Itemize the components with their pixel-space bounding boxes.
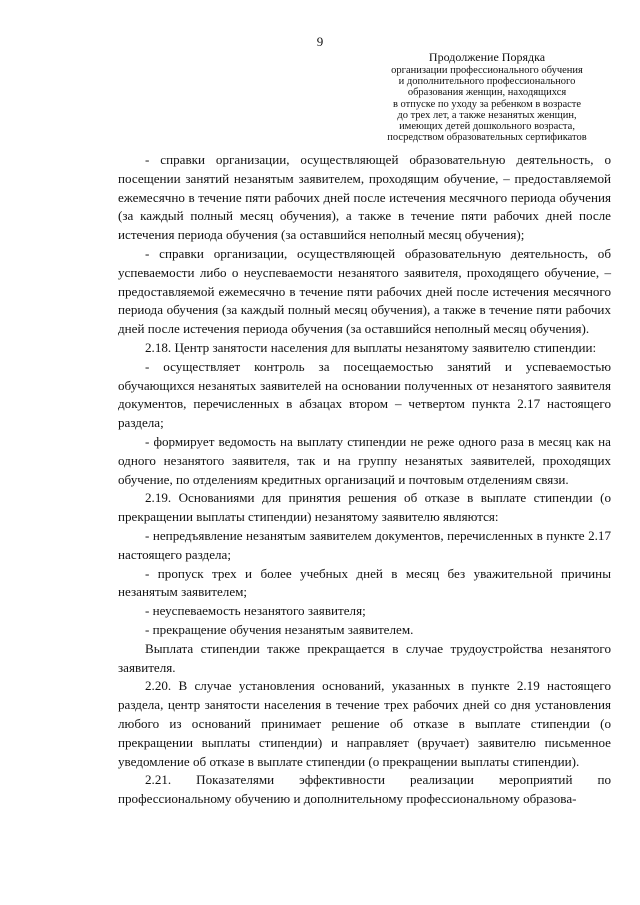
header-note <box>352 50 622 143</box>
paragraph-no-documents: - непредъявление незанятым заявителем документов, перечисленных в пункте 2.17 настоящего раздела; <box>118 527 611 562</box>
paragraph-certificate-attendance: - справки организации, осуществляющей образовательную деятельность, о посещении занятий незанятым заявителем, проходящим обучение, – предоставляемой ежемесячно в течение пяти рабочих дней после истечения месячного периода обучения (за каждый полный месяц обучения), а также в течение пяти рабочих дней после истечения периода обучения (за оставшийся неполный месяц обучения); <box>118 152 611 243</box>
paragraph-payment-statement: - формирует ведомость на выплату стипендии не реже одного раза в месяц как на одного незанятого заявителя, так и на группу незанятых заявителей, проходящих обучение, по отделениям кредитных организаций и почтовым отделениям связи. <box>118 433 611 487</box>
paragraph-clause-2-18: 2.18. Центр занятости населения для выплаты незанятому заявителю стипендии: <box>145 339 597 355</box>
header-note-line: организации профессионального обучения <box>391 65 583 76</box>
paragraph-termination: - прекращение обучения незанятым заявителем. <box>145 621 414 637</box>
paragraph-clause-2-21: 2.21. Показателями эффективности реализации мероприятий по профессиональному обучению и дополнительному профессиональному образова- <box>118 772 611 807</box>
header-note-line: имеющих детей дошкольного возраста, <box>399 121 575 133</box>
paragraph-employment: Выплата стипендии также прекращается в случае трудоустройства незанятого заявителя. <box>118 640 611 675</box>
paragraph-certificate-progress: - справки организации, осуществляющей образовательную деятельность, об успеваемости либо о неуспеваемости незанятого заявителя, проходящего обучение, – предоставляемой ежемесячно в течение пяти рабочих дней после истечения месячного периода обучения (за каждый полный месяц обучения), а также в течение пяти рабочих дней после истечения периода обучения (за оставшийся неполный месяц обучения). <box>118 245 611 337</box>
paragraph-clause-2-19: 2.19. Основаниями для принятия решения об отказе в выплате стипендии (о прекращении выплаты стипендии) незанятому заявителю являются: <box>118 490 611 525</box>
paragraph-clause-2-20: 2.20. В случае установления оснований, указанных в пункте 2.19 настоящего раздела, центр занятости населения в течение трех рабочих дней со дня установления любого из оснований принимает решение об отказе в выплате стипендии (о прекращении выплаты стипендии) и направляет (вручает) заявителю письменное уведомление об отказе в выплате стипендии (о прекращении выплаты стипендии). <box>118 678 611 769</box>
document-body <box>118 151 611 809</box>
page-number: 9 <box>316 34 324 49</box>
paragraph-control-attendance: - осуществляет контроль за посещаемостью занятий и успеваемостью обучающихся незанятых заявителей на основании полученных от незанятого заявителя документов, перечисленных в абзацах втором – четвертом пункта 2.17 настоящего раздела; <box>118 358 611 431</box>
paragraph-absence: - пропуск трех и более учебных дней в месяц без уважительной причины незанятым заявителем; <box>118 565 611 600</box>
header-note-line: посредством образовательных сертификатов <box>387 132 587 144</box>
header-note-line: образования женщин, находящихся <box>407 87 567 99</box>
header-note-line: в отпуске по уходу за ребенком в возрасте <box>392 98 582 110</box>
paragraph-poor-progress: - неуспеваемость незанятого заявителя; <box>145 603 366 619</box>
header-note-title: Продолжение Порядка <box>428 50 546 64</box>
header-note-line: до трех лет, а также незанятых женщин, <box>397 109 577 121</box>
header-note-line: и дополнительного профессионального <box>398 76 576 88</box>
